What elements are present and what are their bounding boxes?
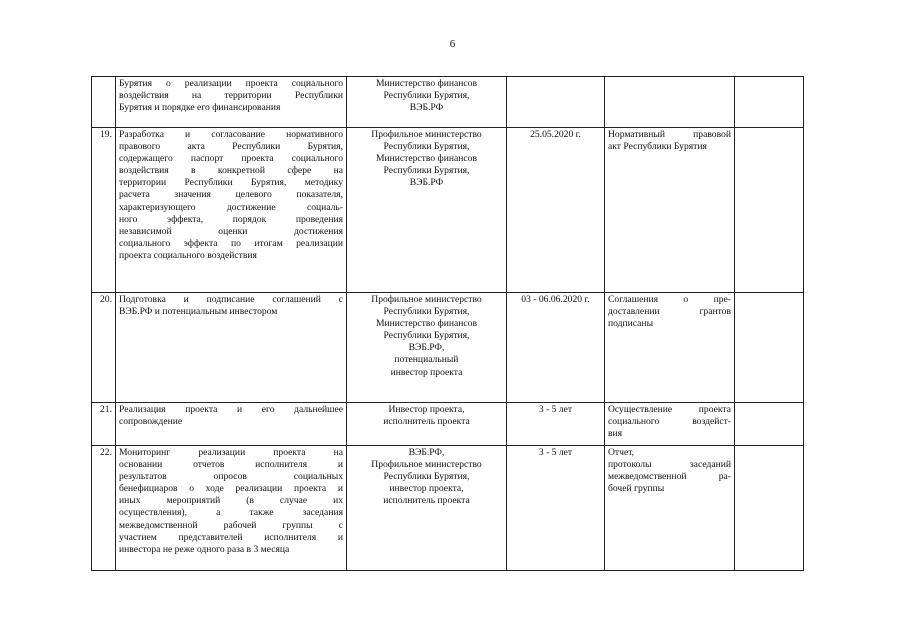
responsible-line: ВЭБ.РФ	[409, 102, 444, 114]
description-line: результатов опросов социальных	[119, 471, 343, 483]
description-line: Разработка и согласование нормативного	[119, 129, 343, 140]
row-number: 19.	[92, 128, 116, 293]
expected-result	[605, 446, 735, 571]
note-cell	[735, 77, 804, 128]
responsible-parties	[347, 77, 507, 128]
description-line: воздействия в конкретной сфере на	[119, 165, 343, 177]
responsible-line: Республики Бурятия,	[383, 165, 470, 177]
responsible-line: инвестор проекта	[390, 366, 463, 378]
result-line: бочей группы	[608, 483, 665, 495]
deadline: 3 - 5 лет	[507, 403, 605, 446]
row-number	[92, 77, 116, 128]
responsible-line: ВЭБ.РФ,	[408, 447, 445, 458]
deadline: 3 - 5 лет	[507, 446, 605, 571]
description-line: ного эффекта, порядок проведения	[119, 213, 343, 225]
description-line: воздействия на территории Республики	[119, 90, 343, 102]
event-description	[116, 128, 347, 293]
description-line: Бурятия о реализации проекта социального	[119, 78, 343, 89]
table-row	[92, 293, 804, 403]
row-number: 20.	[92, 293, 116, 403]
result-line: Соглашения о пре-	[608, 294, 731, 305]
responsible-parties	[347, 446, 507, 571]
description-line: Подготовка и подписание соглашений с	[119, 294, 343, 305]
result-line: межведомственной ра-	[608, 471, 731, 483]
responsible-parties	[347, 293, 507, 403]
responsible-line: Республики Бурятия,	[383, 90, 470, 102]
result-line: Нормативный правовой	[608, 129, 731, 140]
expected-result	[605, 77, 735, 128]
page-number: 6	[449, 38, 456, 50]
description-line: ВЭБ.РФ и потенциальным инвестором	[119, 306, 278, 318]
expected-result	[605, 403, 735, 446]
description-line: расчета значения целевого показателя,	[119, 189, 343, 201]
note-cell	[735, 128, 804, 293]
responsible-line: инвестор проекта,	[389, 483, 464, 495]
description-line: инвестора не реже одного раза в 3 месяца	[119, 543, 290, 555]
description-line: социального эффекта по итогам реализации	[119, 237, 343, 249]
table-row	[92, 128, 804, 293]
result-line: акт Республики Бурятия	[608, 141, 707, 153]
description-line: осуществления), а также заседания	[119, 507, 343, 519]
event-description	[116, 446, 347, 571]
action-plan-table	[91, 76, 804, 571]
row-number: 21.	[92, 403, 116, 446]
responsible-line: потенциальный	[394, 354, 459, 366]
responsible-parties	[347, 128, 507, 293]
table-row	[92, 403, 804, 446]
description-line: сопровождение	[119, 416, 183, 428]
expected-result	[605, 128, 735, 293]
responsible-line: Республики Бурятия,	[383, 141, 470, 153]
responsible-line: ВЭБ.РФ	[409, 177, 444, 189]
result-line: социального воздейст-	[608, 416, 731, 428]
result-line: доставлении грантов	[608, 306, 731, 318]
responsible-line: Республики Бурятия,	[383, 471, 470, 483]
responsible-line: Министерство финансов	[375, 153, 477, 165]
deadline: 25.05.2020 г.	[507, 128, 605, 293]
responsible-line: Министерство финансов	[375, 78, 477, 89]
description-line: проекта социального воздействия	[119, 249, 257, 261]
table-row	[92, 77, 804, 128]
responsible-line: исполнитель проекта	[383, 495, 470, 507]
table-row	[92, 446, 804, 571]
description-line: независимой оценки достижения	[119, 225, 343, 237]
result-line: подписаны	[608, 318, 654, 330]
description-line: Реализация проекта и его дальнейшее	[119, 404, 343, 415]
event-description	[116, 403, 347, 446]
responsible-line: Профильное министерство	[371, 294, 482, 305]
result-line: Осуществление проекта	[608, 404, 731, 415]
deadline: 03 - 06.06.2020 г.	[507, 293, 605, 403]
note-cell	[735, 403, 804, 446]
description-line: правового акта Республики Бурятия,	[119, 141, 343, 153]
result-line: Отчет,	[608, 447, 635, 458]
responsible-line: ВЭБ.РФ,	[408, 342, 445, 354]
description-line: бенефициаров о ходе реализации проекта и	[119, 483, 343, 495]
responsible-line: Республики Бурятия,	[383, 306, 470, 318]
row-number: 22.	[92, 446, 116, 571]
note-cell	[735, 293, 804, 403]
description-line: межведомственной рабочей группы с	[119, 519, 343, 531]
description-line: участием представителей исполнителя и	[119, 531, 343, 543]
note-cell	[735, 446, 804, 571]
description-line: Мониторинг реализации проекта на	[119, 447, 343, 458]
responsible-line: Министерство финансов	[375, 318, 477, 330]
description-line: территории Республики Бурятия, методику	[119, 177, 343, 189]
description-line: Бурятия и порядке его финансирования	[119, 102, 281, 114]
responsible-line: Профильное министерство	[371, 459, 482, 471]
description-line: иных мероприятий (в случае их	[119, 495, 343, 507]
responsible-line: исполнитель проекта	[383, 416, 470, 428]
event-description	[116, 293, 347, 403]
description-line: характеризующего достижение социаль-	[119, 201, 343, 213]
responsible-line: Профильное министерство	[371, 129, 482, 140]
event-description	[116, 77, 347, 128]
responsible-line: Инвестор проекта,	[388, 404, 465, 415]
responsible-parties	[347, 403, 507, 446]
expected-result	[605, 293, 735, 403]
responsible-line: Республики Бурятия,	[383, 330, 470, 342]
result-line: протоколы заседаний	[608, 459, 731, 471]
description-line: основании отчетов исполнителя и	[119, 459, 343, 471]
deadline	[507, 77, 605, 128]
description-line: содержащего паспорт проекта социального	[119, 153, 343, 165]
result-line: вия	[608, 428, 623, 440]
